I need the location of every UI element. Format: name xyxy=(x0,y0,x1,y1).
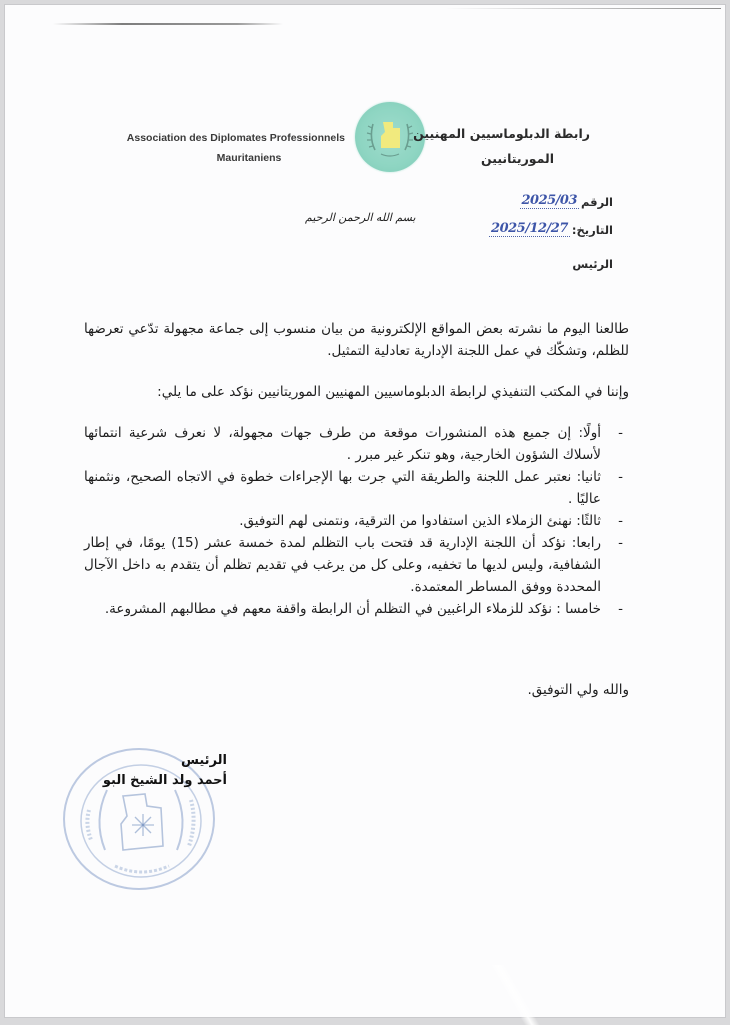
list-item xyxy=(84,532,629,598)
bullet-dash: - xyxy=(618,469,623,485)
bullet-dash: - xyxy=(618,425,623,441)
list-item xyxy=(84,466,629,510)
basmala: بسم الله الرحمن الرحيم xyxy=(305,211,416,224)
scan-artifact-line xyxy=(53,23,283,25)
list-item xyxy=(84,510,629,532)
scan-fold-artifact xyxy=(455,965,575,1025)
letter-body xyxy=(84,318,629,620)
list-item-text: ثالثًا: نهنئ الزملاء الذين استفادوا من الترقية، ونتمنى لهم التوفيق. xyxy=(239,513,601,529)
bullet-dash: - xyxy=(618,601,623,617)
bullet-dash: - xyxy=(618,535,623,551)
bullet-dash: - xyxy=(618,513,623,529)
letter-metadata xyxy=(489,181,613,271)
signatory-title: الرئيس xyxy=(181,753,227,768)
points-list xyxy=(84,422,629,620)
reference-row xyxy=(489,181,613,209)
signature-block xyxy=(97,751,227,791)
reference-label: الرقم xyxy=(581,195,613,209)
org-name-french-line1: Association des Diplomates Professionnels xyxy=(126,132,345,144)
date-row xyxy=(489,209,613,237)
lead-in-paragraph: وإننا في المكتب التنفيذي لرابطة الدبلوماسيين المهنيين الموريتانيين نؤكد على ما يلي: xyxy=(157,384,629,400)
addressee-row xyxy=(489,243,613,271)
date-label: التاريخ: xyxy=(571,223,613,237)
list-item-text: أولًا: إن جميع هذه المنشورات موقعة من طرف جهات مجهولة، لا نعرف شرعية انتمائها لأسلاك الشؤون الخارجية، وهو تنكر غير مبرر . xyxy=(84,425,601,463)
list-item-text: رابعا: نؤكد أن اللجنة الإدارية قد فتحت باب التظلم لمدة خمسة عشر (15) يومًا، في إطار الشفافية، وليس لديها ما تخفيه، وعلى كل من يرغب في تقديم تظلم أن يتقدم به داخل الآجال المحددة ووفق المساطر المعتمدة. xyxy=(84,535,601,595)
list-item-text: ثانيا: نعتبر عمل اللجنة والطريقة التي جرت بها الإجراءات خطوة في الاتجاه الصحيح، ونثمنها عاليًا . xyxy=(84,469,601,507)
intro-paragraph: طالعنا اليوم ما نشرته بعض المواقع الإلكترونية من بيان منسوب إلى جماعة مجهولة تدّعي تعرضها للظلم، وتشكّك في عمل اللجنة الإدارية تعادلية التمثيل. xyxy=(84,321,629,359)
addressee-title: الرئيس xyxy=(572,257,613,271)
list-item xyxy=(84,598,629,620)
reference-value: 2025/03 xyxy=(521,193,578,208)
list-item xyxy=(84,422,629,466)
closing-line: والله ولي التوفيق. xyxy=(527,682,629,698)
scan-artifact-line xyxy=(445,8,721,9)
scanned-letter-page xyxy=(4,4,726,1018)
org-name-french xyxy=(123,128,345,168)
org-name-arabic-line2: الموريتانيين xyxy=(480,151,554,166)
date-value: 2025/12/27 xyxy=(491,221,568,236)
org-name-arabic xyxy=(413,121,590,171)
list-item-text: خامسا : نؤكد للزملاء الراغبين في التظلم أن الرابطة واقفة معهم في مطالبهم المشروعة. xyxy=(104,601,601,617)
org-name-french-line2: Mauritaniens xyxy=(216,152,282,164)
org-name-arabic-line1: رابطة الدبلوماسيين المهنيين xyxy=(413,126,590,141)
signatory-name: أحمد ولد الشيخ البو xyxy=(102,773,227,788)
